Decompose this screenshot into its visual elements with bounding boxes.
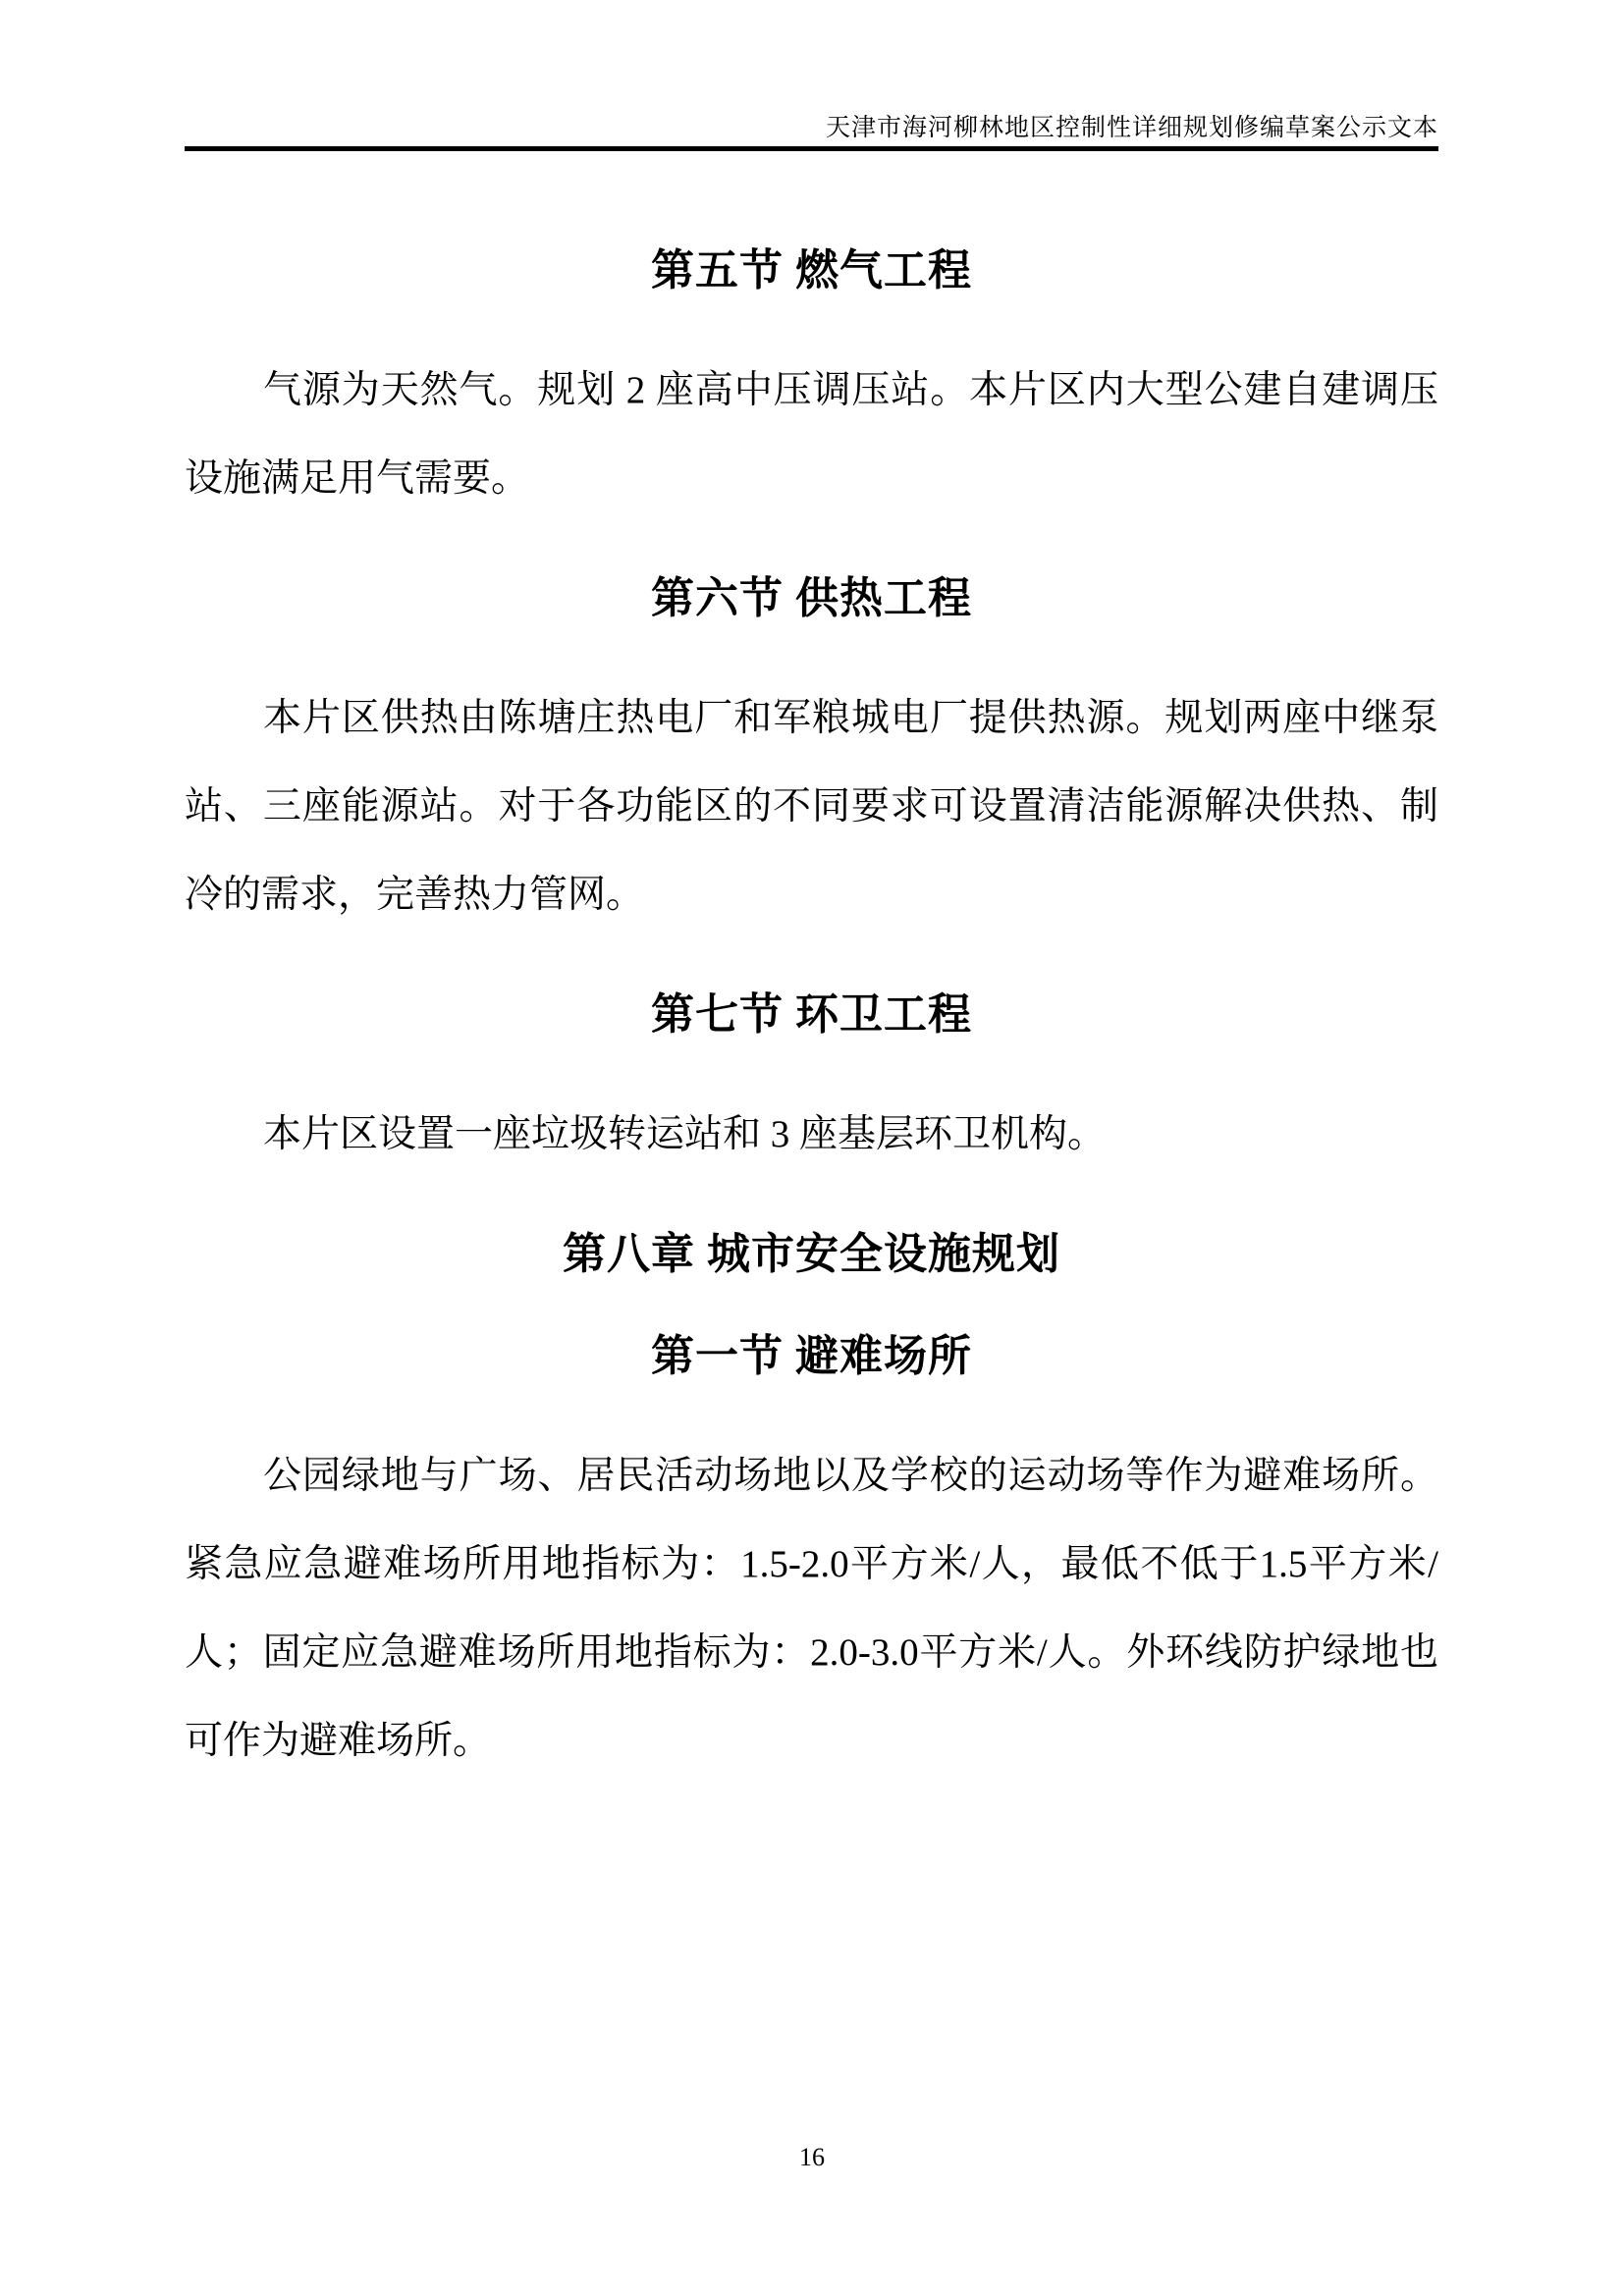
paragraph-gas-engineering: 气源为天然气。规划 2 座高中压调压站。本片区内大型公建自建调压设施满足用气需要。 [185, 369, 1438, 500]
section-heading-evacuation-shelters: 第一节 避难场所 [651, 1332, 972, 1380]
paragraph-heating-engineering: 本片区供热由陈塘庄热电厂和军粮城电厂提供热源。规划两座中继泵站、三座能源站。对于各功能区的不同要求可设置清洁能源解决供热、制冷的需求，完善热力管网。 [185, 697, 1438, 916]
paragraph-sanitation-engineering: 本片区设置一座垃圾转运站和 3 座基层环卫机构。 [263, 1113, 1107, 1155]
section-heading-heating-engineering: 第六节 供热工程 [651, 574, 972, 622]
section-heading-sanitation-engineering: 第七节 环卫工程 [651, 990, 972, 1039]
paragraph-evacuation-shelters: 公园绿地与广场、居民活动场地以及学校的运动场等作为避难场所。紧急应急避难场所用地指标为：1.5-2.0平方米/人，最低不低于1.5平方米/人；固定应急避难场所用地指标为：2.0-3.0平方米/人。外环线防护绿地也可作为避难场所。 [185, 1455, 1438, 1762]
page-number: 16 [799, 2143, 825, 2171]
document-body [185, 151, 1438, 1835]
chapter-heading-urban-safety-facilities: 第八章 城市安全设施规划 [563, 1230, 1060, 1278]
running-header-title: 天津市海河柳林地区控制性详细规划修编草案公示文本 [825, 115, 1438, 141]
section-heading-gas-engineering: 第五节 燃气工程 [651, 246, 972, 294]
